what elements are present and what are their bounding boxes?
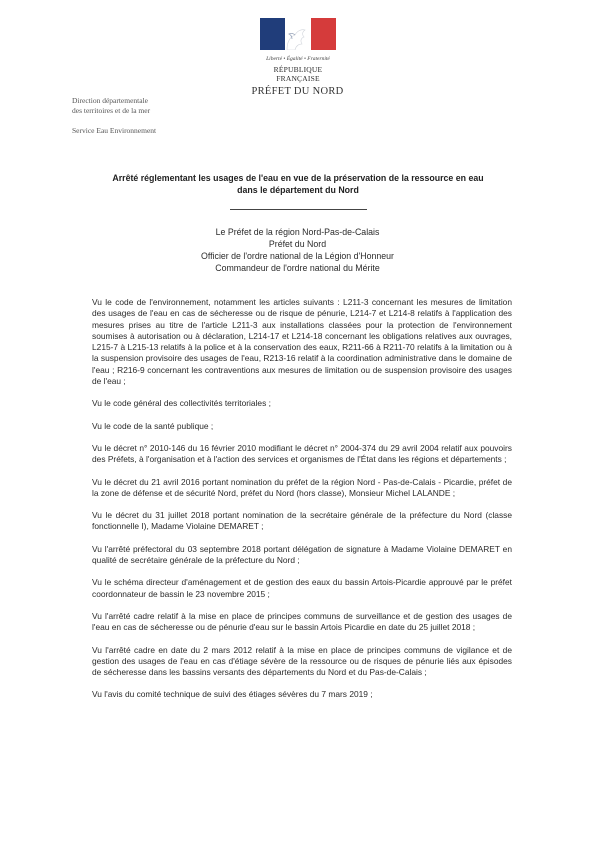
considerant-paragraph: Vu l'arrêté cadre en date du 2 mars 2012 relatif à la mise en place de principes communs de vigilance et de gestion des usages de l'eau en cas d'étiage sévère de la ressource ou de risques de pénurie liés aux épisodes de sécheresse dans les bassins versants des départements du Nord et du Pas-de-Calais ; [92, 644, 512, 678]
republic-motto: Liberté • Égalité • Fraternité [266, 56, 330, 62]
service-label: Service Eau Environnement [72, 126, 157, 135]
considerant-paragraph: Vu le code de la santé publique ; [92, 420, 214, 431]
direction-departementale [72, 96, 192, 116]
considerant-paragraph: Vu le décret du 31 juillet 2018 portant nomination de la secrétaire générale de la préfecture du Nord (classe fonctionnelle I), Madame Violaine DEMARET ; [92, 510, 512, 532]
considerants-list [92, 297, 512, 712]
arrete-title-line-1: Arrêté réglementant les usages de l'eau en vue de la préservation de la ressource en eau [112, 173, 484, 183]
signatory-line-2: Préfet du Nord [268, 239, 327, 249]
signatory-line-3: Officier de l'ordre national de la Légion d'Honneur [201, 251, 394, 261]
considerant-paragraph: Vu l'avis du comité technique de suivi des étiages sévères du 7 mars 2019 ; [92, 689, 373, 700]
direction-line-1: Direction départementale [72, 96, 149, 105]
considerant-paragraph: Vu le décret du 21 avril 2016 portant nomination du préfet de la région Nord - Pas-de-Calais - Picardie, préfet de la zone de défense et de sécurité Nord, préfet du Nord (hors classe), Monsieur Michel LALANDE ; [92, 476, 512, 498]
signatory-block [0, 226, 595, 274]
marianne-profile-icon [281, 26, 311, 50]
republique-francaise-label: RÉPUBLIQUE FRANÇAISE [273, 65, 323, 83]
considerant-paragraph: Vu l'arrêté cadre relatif à la mise en place de principes communs de surveillance et de gestion des usages de l'eau en cas de sécheresse ou de pénurie d'eau sur le bassin Artois Picardie en date du 25 juillet 2018 ; [92, 610, 512, 633]
arrete-title [92, 172, 504, 196]
signatory-line-4: Commandeur de l'ordre national du Mérite [215, 263, 380, 273]
marianne-logo [253, 18, 343, 83]
considerant-paragraph: Vu l'arrêté préfectoral du 03 septembre 2018 portant délégation de signature à Madame Violaine DEMARET en qualité de secrétaire générale de la préfecture du Nord ; [92, 543, 512, 566]
arrete-title-line-2: dans le département du Nord [237, 185, 359, 195]
prefet-heading: PRÉFET DU NORD [251, 86, 344, 97]
considerant-paragraph: Vu le code de l'environnement, notamment les articles suivants : L211-3 concernant les mesures de limitation des usages de l'eau en cas de sécheresse ou de risque de pénurie, L214-7 et L214-8 relatifs à l'application des mesures prises au titre de l'article L211-3 aux installations classées pour la protection de l'environnement soumises à autorisation ou à déclaration, L214-17 et L214-18 concernant les obligations relatives aux ouvrages, L215-7 à L215-13 relatifs à la police et à la conservation des eaux, R211-66 à R211-70 relatifs à la limitation ou à la suspension provisoire des usages de l'eau, R213-16 relatif à la coordination administrative dans le domaine de l'eau ; R216-9 concernant les contraventions aux mesures de limitation ou de suspension provisoire des usages de l'eau ; [92, 297, 512, 387]
considerant-paragraph: Vu le schéma directeur d'aménagement et de gestion des eaux du bassin Artois-Picardie approuvé par le préfet coordonnateur de bassin le 23 novembre 2015 ; [92, 577, 512, 599]
considerant-paragraph: Vu le code général des collectivités territoriales ; [92, 398, 271, 409]
direction-line-2: des territoires et de la mer [72, 106, 151, 115]
signatory-line-1: Le Préfet de la région Nord-Pas-de-Calais [215, 227, 380, 237]
title-underline-divider [230, 209, 367, 210]
considerant-paragraph: Vu le décret n° 2010-146 du 16 février 2010 modifiant le décret n° 2004-374 du 29 avril 2004 relatif aux pouvoirs des Préfets, à l'organisation et à l'action des services et organismes de l'État dans les régions et départements ; [92, 442, 512, 465]
